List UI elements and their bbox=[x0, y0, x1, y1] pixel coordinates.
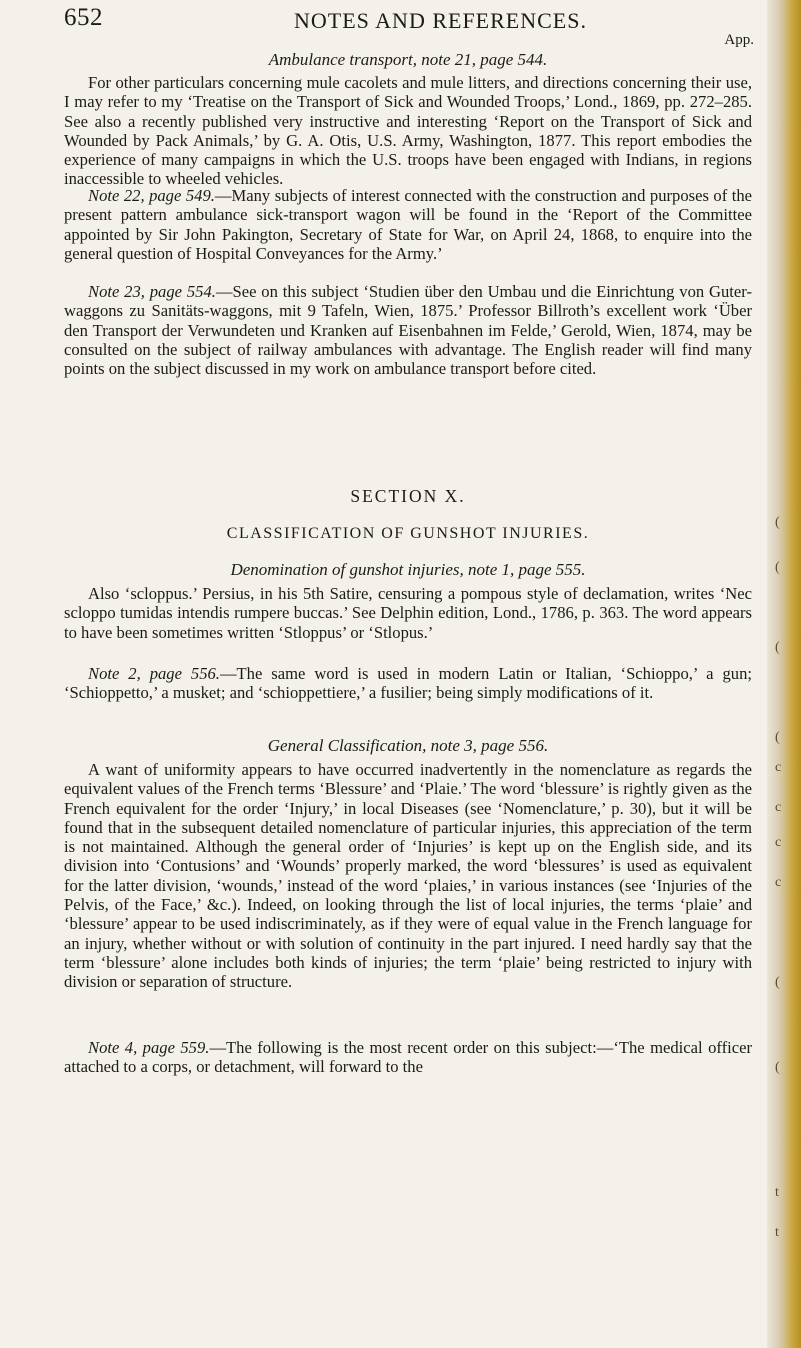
running-side-label: App. bbox=[724, 32, 754, 48]
mule-litters-text: For other particulars concerning mule cacolets and mule litters, and directions concerning their use, I may refer to my ‘Treatise on the Transport of Sick and Wounded Troops,’ Lond., 1869, pp. 272–285. See also a recently published very instructive and interesting ‘Report on the Transport of Sick and Wounded by Pack Animals,’ by G. A. Otis, U.S. Army, Washington, 1877. This report embodies the experience of many campaigns in which the U.S. troops have been engaged with Indians, in regions inaccessible to wheeled vehicles. bbox=[64, 73, 752, 189]
note-22-body bbox=[64, 186, 752, 263]
note-4-reference: Note 4, page 559. bbox=[88, 1038, 210, 1057]
note-23-paragraph bbox=[64, 282, 752, 378]
binding-marks: ( ( ( ( c c c c ( ( t t bbox=[775, 515, 782, 1240]
general-classification-heading: General Classification, note 3, page 556. bbox=[267, 736, 549, 755]
note-23-text: —See on this subject ‘Studien über den Umbau und die Einrichtung von Guter-waggons zu Sanitäts-waggons, mit 9 Tafeln, Wien, 1875.’ Professor Billroth’s excellent work ‘Über den Transport der Verwundeten und Kranken auf Eisenbahnen im Felde,’ Gerold, Wien, 1874, may be consulted on the subject of railway ambulances with advantage. The English reader will find many points on the subject discussed in my work on ambulance transport before cited. bbox=[64, 282, 752, 379]
note-4-body bbox=[64, 1038, 752, 1077]
note-2-paragraph bbox=[64, 664, 752, 703]
general-classification-text: A want of uniformity appears to have occurred inadvertently in the nomenclature as regards the equivalent values of the French terms ‘Blessure’ and ‘Plaie.’ The word ‘blessure’ is rightly given as the French equivalent for the order ‘Injury,’ in local Diseases (see ‘Nomenclature,’ p. 30), but it will be found that in the subsequent detailed nomenclature of particular injuries, this appreciation of the term is not maintained. Although the general order of ‘Injuries’ is kept up on the English side, and its division into ‘Contusions’ and ‘Wounds’ properly marked, the word ‘blessures’ is used as equivalent for the latter division, ‘wounds,’ instead of the word ‘plaies,’ in various instances (see ‘Injuries of the Pelvis, of the Face,’ &c.). Indeed, on looking through the list of local injuries, the terms ‘plaie’ and ‘blessure’ appear to be used indiscriminately, as if they were of equal value in the French language for an injury, whether without or with solution of continuity in the part injured. I need hardly say that the term ‘blessure’ alone includes both kinds of injuries; the term ‘plaie’ being restricted to injury with division or separation of structure. bbox=[64, 760, 752, 992]
mule-litters-paragraph bbox=[64, 73, 752, 189]
note-23-reference: Note 23, page 554. bbox=[88, 282, 216, 301]
note-4-paragraph bbox=[64, 1038, 752, 1077]
sclopus-paragraph bbox=[64, 584, 752, 642]
running-title: NOTES AND REFERENCES. bbox=[294, 8, 587, 33]
page-number: 652 bbox=[64, 4, 103, 31]
note-22-text: —Many subjects of interest connected with the construction and purposes of the present pattern ambulance sick-transport wagon will be found in the ‘Report of the Committee appointed by Sir John Pakington, Secretary of State for War, on April 24, 1868, to enquire into the general question of Hospital Conveyances for the Army.’ bbox=[64, 186, 753, 263]
section-number: SECTION X. bbox=[350, 486, 466, 506]
denomination-heading: Denomination of gunshot injuries, note 1, page 555. bbox=[230, 560, 586, 579]
ambulance-transport-heading: Ambulance transport, note 21, page 544. bbox=[268, 50, 548, 69]
note-2-text: —The same word is used in modern Latin or Italian, ‘Schioppo,’ a gun; ‘Schioppetto,’ a musket; and ‘schioppettiere,’ a fusilier; being simply modifications of it. bbox=[64, 664, 752, 703]
section-title: CLASSIFICATION OF GUNSHOT INJURIES. bbox=[226, 525, 590, 542]
general-classification-paragraph bbox=[64, 760, 752, 992]
note-4-text: —The following is the most recent order on this subject:—‘The medical officer attached to a corps, or detachment, will forward to the bbox=[64, 1038, 752, 1077]
note-22-paragraph bbox=[64, 186, 752, 263]
note-2-body bbox=[64, 664, 752, 703]
running-header bbox=[64, 4, 754, 48]
note-2-reference: Note 2, page 556. bbox=[88, 664, 220, 683]
note-22-reference: Note 22, page 549. bbox=[88, 186, 215, 205]
note-23-body bbox=[64, 282, 752, 378]
sclopus-text: Also ‘scloppus.’ Persius, in his 5th Satire, censuring a pompous style of declamation, writes ‘Nec scloppo tumidas intendis rumpere buccas.’ See Delphin edition, Lond., 1786, p. 363. The word appears to have been sometimes written ‘Stloppus’ or ‘Stlopus.’ bbox=[64, 584, 752, 642]
